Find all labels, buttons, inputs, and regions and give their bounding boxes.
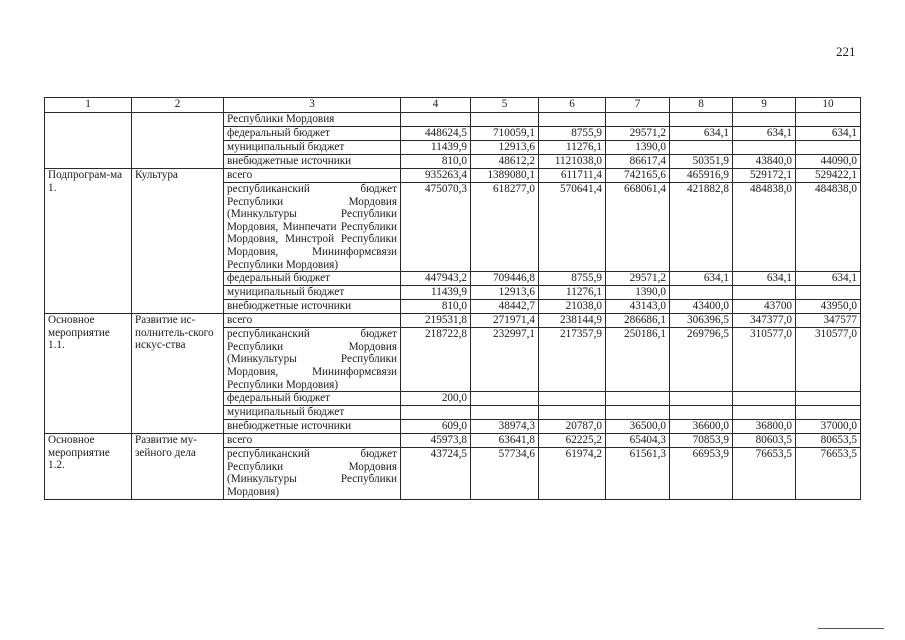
funding-source-cell: муниципальный бюджет <box>224 286 401 300</box>
header-cell: 2 <box>132 98 224 113</box>
value-cell <box>401 406 471 420</box>
value-cell <box>796 392 861 406</box>
value-cell <box>670 392 733 406</box>
value-cell: 38974,3 <box>471 420 539 434</box>
funding-source-cell: федеральный бюджет <box>224 127 401 141</box>
value-cell <box>733 392 796 406</box>
value-cell <box>733 113 796 127</box>
value-cell: 310577,0 <box>796 328 861 392</box>
value-cell <box>733 406 796 420</box>
header-cell: 4 <box>401 98 471 113</box>
value-cell <box>606 113 670 127</box>
value-cell: 609,0 <box>401 420 471 434</box>
value-cell: 250186,1 <box>606 328 670 392</box>
value-cell: 475070,3 <box>401 183 471 272</box>
value-cell: 634,1 <box>733 272 796 286</box>
value-cell: 668061,4 <box>606 183 670 272</box>
funding-source-cell: муниципальный бюджет <box>224 406 401 420</box>
value-cell: 1390,0 <box>606 286 670 300</box>
funding-source-cell: муниципальный бюджет <box>224 141 401 155</box>
value-cell: 8755,9 <box>539 127 606 141</box>
program-cell <box>45 113 132 169</box>
value-cell: 306396,5 <box>670 314 733 328</box>
value-cell: 48442,7 <box>471 300 539 314</box>
value-cell: 232997,1 <box>471 328 539 392</box>
funding-source-cell: внебюджетные источники <box>224 300 401 314</box>
value-cell: 61974,2 <box>539 448 606 499</box>
value-cell: 29571,2 <box>606 272 670 286</box>
value-cell: 219531,8 <box>401 314 471 328</box>
value-cell: 11276,1 <box>539 286 606 300</box>
value-cell: 43700 <box>733 300 796 314</box>
table-row <box>45 434 861 448</box>
value-cell: 21038,0 <box>539 300 606 314</box>
header-cell: 3 <box>224 98 401 113</box>
value-cell: 709446,8 <box>471 272 539 286</box>
value-cell <box>539 406 606 420</box>
value-cell <box>670 406 733 420</box>
value-cell: 36600,0 <box>670 420 733 434</box>
value-cell: 43143,0 <box>606 300 670 314</box>
value-cell <box>606 406 670 420</box>
activity-cell: Развитие му-зейного дела <box>132 434 224 499</box>
value-cell: 36800,0 <box>733 420 796 434</box>
funding-source-cell: республиканский бюджет Республики Мордовия (Минкультуры Республики Мордовия, Мининформсвязи Республики Мордовия) <box>224 328 401 392</box>
value-cell <box>733 141 796 155</box>
value-cell: 634,1 <box>670 272 733 286</box>
funding-source-cell: внебюджетные источники <box>224 155 401 169</box>
value-cell <box>670 113 733 127</box>
value-cell: 465916,9 <box>670 169 733 183</box>
value-cell <box>471 392 539 406</box>
value-cell: 347377,0 <box>733 314 796 328</box>
value-cell <box>796 141 861 155</box>
value-cell: 43400,0 <box>670 300 733 314</box>
table-row <box>45 314 861 328</box>
value-cell: 529172,1 <box>733 169 796 183</box>
value-cell: 44090,0 <box>796 155 861 169</box>
value-cell: 43840,0 <box>733 155 796 169</box>
value-cell <box>401 113 471 127</box>
header-cell: 7 <box>606 98 670 113</box>
funding-source-cell: всего <box>224 434 401 448</box>
value-cell <box>539 113 606 127</box>
value-cell <box>796 113 861 127</box>
value-cell: 217357,9 <box>539 328 606 392</box>
value-cell <box>670 141 733 155</box>
value-cell: 529422,1 <box>796 169 861 183</box>
value-cell <box>733 286 796 300</box>
value-cell: 45973,8 <box>401 434 471 448</box>
value-cell: 447943,2 <box>401 272 471 286</box>
value-cell: 218722,8 <box>401 328 471 392</box>
budget-table <box>44 97 861 500</box>
program-cell: Подпрограм-ма 1. <box>45 169 132 314</box>
value-cell: 421882,8 <box>670 183 733 272</box>
value-cell: 76653,5 <box>733 448 796 499</box>
value-cell: 710059,1 <box>471 127 539 141</box>
program-cell: Основное мероприятие 1.2. <box>45 434 132 499</box>
value-cell: 80653,5 <box>796 434 861 448</box>
value-cell: 36500,0 <box>606 420 670 434</box>
value-cell: 1390,0 <box>606 141 670 155</box>
value-cell: 634,1 <box>670 127 733 141</box>
value-cell: 200,0 <box>401 392 471 406</box>
funding-source-cell: Республики Мордовия <box>224 113 401 127</box>
value-cell: 12913,6 <box>471 286 539 300</box>
value-cell: 810,0 <box>401 300 471 314</box>
value-cell: 484838,0 <box>796 183 861 272</box>
activity-cell: Культура <box>132 169 224 314</box>
value-cell: 1389080,1 <box>471 169 539 183</box>
value-cell: 70853,9 <box>670 434 733 448</box>
value-cell: 1121038,0 <box>539 155 606 169</box>
value-cell <box>796 286 861 300</box>
table-row <box>45 169 861 183</box>
value-cell: 37000,0 <box>796 420 861 434</box>
table-row <box>45 113 861 127</box>
value-cell: 63641,8 <box>471 434 539 448</box>
value-cell: 484838,0 <box>733 183 796 272</box>
activity-cell: Развитие ис-полнитель-ского искус-ства <box>132 314 224 434</box>
program-cell: Основное мероприятие 1.1. <box>45 314 132 434</box>
value-cell: 11276,1 <box>539 141 606 155</box>
value-cell: 66953,9 <box>670 448 733 499</box>
value-cell: 62225,2 <box>539 434 606 448</box>
value-cell: 448624,5 <box>401 127 471 141</box>
header-cell: 1 <box>45 98 132 113</box>
funding-source-cell: всего <box>224 169 401 183</box>
header-row <box>45 98 861 113</box>
funding-source-cell: федеральный бюджет <box>224 272 401 286</box>
header-cell: 9 <box>733 98 796 113</box>
value-cell: 65404,3 <box>606 434 670 448</box>
value-cell: 76653,5 <box>796 448 861 499</box>
value-cell: 48612,2 <box>471 155 539 169</box>
header-cell: 6 <box>539 98 606 113</box>
funding-source-cell: федеральный бюджет <box>224 392 401 406</box>
value-cell: 12913,6 <box>471 141 539 155</box>
header-cell: 5 <box>471 98 539 113</box>
value-cell <box>539 392 606 406</box>
funding-source-cell: внебюджетные источники <box>224 420 401 434</box>
value-cell <box>796 406 861 420</box>
header-cell: 10 <box>796 98 861 113</box>
funding-source-cell: всего <box>224 314 401 328</box>
value-cell: 742165,6 <box>606 169 670 183</box>
value-cell: 20787,0 <box>539 420 606 434</box>
page-number: 221 <box>836 44 856 59</box>
value-cell: 810,0 <box>401 155 471 169</box>
value-cell <box>471 406 539 420</box>
value-cell: 29571,2 <box>606 127 670 141</box>
value-cell <box>670 286 733 300</box>
value-cell: 570641,4 <box>539 183 606 272</box>
value-cell: 634,1 <box>796 272 861 286</box>
value-cell: 238144,9 <box>539 314 606 328</box>
value-cell: 61561,3 <box>606 448 670 499</box>
value-cell: 43950,0 <box>796 300 861 314</box>
value-cell: 57734,6 <box>471 448 539 499</box>
value-cell: 271971,4 <box>471 314 539 328</box>
value-cell: 634,1 <box>733 127 796 141</box>
funding-source-cell: республиканский бюджет Республики Мордовия (Минкультуры Республики Мордовия, Минпечати Республики Мордовия, Минстрой Республики Мордовия, Мининформсвязи Республики Мордовия) <box>224 183 401 272</box>
value-cell: 611711,4 <box>539 169 606 183</box>
header-cell: 8 <box>670 98 733 113</box>
value-cell: 634,1 <box>796 127 861 141</box>
footer-line <box>818 628 884 629</box>
value-cell: 11439,9 <box>401 141 471 155</box>
funding-source-cell: республиканский бюджет Республики Мордовия (Минкультуры Республики Мордовия) <box>224 448 401 499</box>
value-cell <box>471 113 539 127</box>
value-cell: 347577 <box>796 314 861 328</box>
value-cell: 286686,1 <box>606 314 670 328</box>
value-cell <box>606 392 670 406</box>
activity-cell <box>132 113 224 169</box>
value-cell: 80603,5 <box>733 434 796 448</box>
value-cell: 50351,9 <box>670 155 733 169</box>
value-cell: 935263,4 <box>401 169 471 183</box>
value-cell: 11439,9 <box>401 286 471 300</box>
value-cell: 43724,5 <box>401 448 471 499</box>
value-cell: 86617,4 <box>606 155 670 169</box>
value-cell: 310577,0 <box>733 328 796 392</box>
value-cell: 269796,5 <box>670 328 733 392</box>
value-cell: 8755,9 <box>539 272 606 286</box>
value-cell: 618277,0 <box>471 183 539 272</box>
